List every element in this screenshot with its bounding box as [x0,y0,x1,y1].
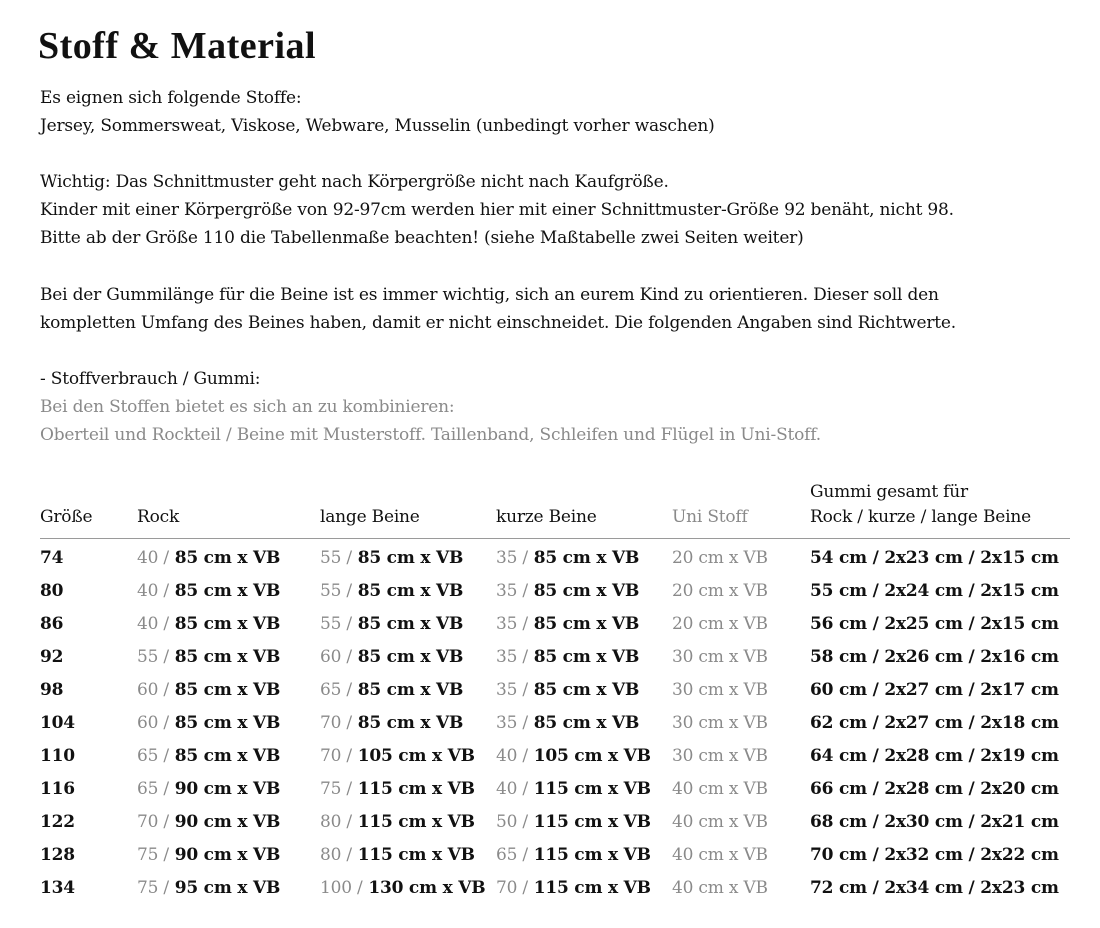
short-legs-length: 115 cm x VB [533,812,651,832]
long-legs-length: 85 cm x VB [357,548,464,568]
cell-elastic: 70 cm / 2x32 cm / 2x22 cm [810,845,1059,865]
short-legs-length: 115 cm x VB [533,845,651,865]
cell-long-legs [320,614,463,634]
table-body [40,539,1070,907]
short-legs-length: 85 cm x VB [533,548,640,568]
skirt-length: 90 cm x VB [174,845,281,865]
long-legs-length: 105 cm x VB [357,746,475,766]
skirt-length: 85 cm x VB [174,680,281,700]
long-legs-length: 85 cm x VB [357,713,464,733]
cell-size: 98 [40,680,64,700]
cell-elastic: 68 cm / 2x30 cm / 2x21 cm [810,812,1059,832]
short-legs-length: 85 cm x VB [533,713,640,733]
cell-skirt [137,779,280,799]
short-legs-length: 85 cm x VB [533,614,640,634]
long-legs-length: 85 cm x VB [357,647,464,667]
table-row [40,709,1070,742]
skirt-length: 90 cm x VB [174,779,281,799]
cell-elastic: 64 cm / 2x28 cm / 2x19 cm [810,746,1059,766]
long-legs-a: 60 / [320,647,352,667]
cell-skirt [137,746,280,766]
skirt-length: 85 cm x VB [174,713,281,733]
cell-skirt [137,845,280,865]
cell-size: 104 [40,713,75,733]
short-legs-a: 35 / [496,680,528,700]
short-legs-length: 115 cm x VB [533,878,651,898]
elastic-line-1: Bei der Gummilänge für die Beine ist es immer wichtig, sich an eurem Kind zu orientieren. Dieser soll den [40,285,939,305]
cell-uni-fabric: 20 cm x VB [672,614,768,634]
intro-paragraph [40,84,715,140]
cell-skirt [137,614,280,634]
cell-elastic: 60 cm / 2x27 cm / 2x17 cm [810,680,1059,700]
skirt-width-a: 70 / [137,812,169,832]
skirt-width-a: 60 / [137,713,169,733]
fabric-table [40,480,1070,907]
cell-short-legs [496,713,639,733]
short-legs-length: 85 cm x VB [533,647,640,667]
skirt-width-a: 65 / [137,746,169,766]
important-line-2: Kinder mit einer Körpergröße von 92-97cm werden hier mit einer Schnittmuster-Größe 92 benäht, nicht 98. [40,200,954,220]
skirt-width-a: 40 / [137,548,169,568]
cell-short-legs [496,647,639,667]
skirt-width-a: 75 / [137,878,169,898]
cell-skirt [137,680,280,700]
skirt-width-a: 40 / [137,614,169,634]
intro-line-1: Es eignen sich folgende Stoffe: [40,88,302,108]
long-legs-a: 80 / [320,812,352,832]
skirt-length: 85 cm x VB [174,548,281,568]
cell-long-legs [320,647,463,667]
short-legs-a: 35 / [496,581,528,601]
long-legs-length: 85 cm x VB [357,581,464,601]
cell-skirt [137,878,280,898]
cell-uni-fabric: 20 cm x VB [672,581,768,601]
cell-short-legs [496,812,651,832]
skirt-length: 85 cm x VB [174,647,281,667]
header-short-legs: kurze Beine [496,507,597,527]
table-row [40,643,1070,676]
header-size: Größe [40,507,93,527]
skirt-length: 85 cm x VB [174,746,281,766]
long-legs-a: 100 / [320,878,363,898]
long-legs-length: 85 cm x VB [357,614,464,634]
cell-elastic: 56 cm / 2x25 cm / 2x15 cm [810,614,1059,634]
long-legs-a: 80 / [320,845,352,865]
elastic-paragraph [40,281,956,337]
short-legs-a: 40 / [496,746,528,766]
long-legs-a: 55 / [320,548,352,568]
page-title: Stoff & Material [38,25,317,67]
cell-elastic: 55 cm / 2x24 cm / 2x15 cm [810,581,1059,601]
cell-uni-fabric: 40 cm x VB [672,878,768,898]
usage-paragraph [40,365,821,449]
cell-uni-fabric: 30 cm x VB [672,746,768,766]
header-elastic-line-2: Rock / kurze / lange Beine [810,507,1031,527]
usage-line-2: Oberteil und Rockteil / Beine mit Musterstoff. Taillenband, Schleifen und Flügel in Uni-Stoff. [40,425,821,445]
cell-uni-fabric: 20 cm x VB [672,548,768,568]
table-row [40,676,1070,709]
cell-long-legs [320,746,475,766]
cell-uni-fabric: 40 cm x VB [672,779,768,799]
cell-skirt [137,548,280,568]
cell-uni-fabric: 30 cm x VB [672,680,768,700]
cell-uni-fabric: 30 cm x VB [672,713,768,733]
usage-heading: - Stoffverbrauch / Gummi: [40,369,261,389]
long-legs-a: 55 / [320,581,352,601]
cell-long-legs [320,845,475,865]
important-line-1: Wichtig: Das Schnittmuster geht nach Körpergröße nicht nach Kaufgröße. [40,172,669,192]
cell-size: 86 [40,614,64,634]
cell-skirt [137,647,280,667]
cell-short-legs [496,845,651,865]
cell-short-legs [496,878,651,898]
long-legs-a: 70 / [320,713,352,733]
cell-long-legs [320,680,463,700]
long-legs-length: 115 cm x VB [357,845,475,865]
cell-size: 110 [40,746,75,766]
long-legs-a: 65 / [320,680,352,700]
short-legs-length: 115 cm x VB [533,779,651,799]
short-legs-length: 105 cm x VB [533,746,651,766]
cell-short-legs [496,614,639,634]
cell-short-legs [496,746,651,766]
short-legs-a: 35 / [496,548,528,568]
short-legs-length: 85 cm x VB [533,581,640,601]
short-legs-a: 50 / [496,812,528,832]
table-row [40,808,1070,841]
long-legs-length: 115 cm x VB [357,812,475,832]
cell-short-legs [496,548,639,568]
cell-uni-fabric: 30 cm x VB [672,647,768,667]
skirt-length: 85 cm x VB [174,581,281,601]
cell-long-legs [320,581,463,601]
table-header [40,480,1070,539]
cell-elastic: 72 cm / 2x34 cm / 2x23 cm [810,878,1059,898]
cell-elastic: 62 cm / 2x27 cm / 2x18 cm [810,713,1059,733]
skirt-width-a: 55 / [137,647,169,667]
skirt-width-a: 60 / [137,680,169,700]
long-legs-length: 115 cm x VB [357,779,475,799]
cell-size: 80 [40,581,64,601]
short-legs-a: 35 / [496,647,528,667]
header-uni-fabric: Uni Stoff [672,507,748,527]
usage-line-1: Bei den Stoffen bietet es sich an zu kombinieren: [40,397,455,417]
cell-elastic: 66 cm / 2x28 cm / 2x20 cm [810,779,1059,799]
skirt-length: 85 cm x VB [174,614,281,634]
table-row [40,775,1070,808]
cell-size: 122 [40,812,75,832]
important-line-3: Bitte ab der Größe 110 die Tabellenmaße beachten! (siehe Maßtabelle zwei Seiten weiter) [40,228,804,248]
cell-skirt [137,581,280,601]
cell-long-legs [320,548,463,568]
short-legs-a: 35 / [496,713,528,733]
table-row [40,577,1070,610]
skirt-length: 90 cm x VB [174,812,281,832]
cell-size: 128 [40,845,75,865]
short-legs-length: 85 cm x VB [533,680,640,700]
cell-long-legs [320,779,475,799]
table-row [40,742,1070,775]
long-legs-a: 70 / [320,746,352,766]
header-elastic [810,480,1031,530]
cell-elastic: 58 cm / 2x26 cm / 2x16 cm [810,647,1059,667]
cell-size: 134 [40,878,75,898]
elastic-line-2: kompletten Umfang des Beines haben, damit er nicht einschneidet. Die folgenden Angaben sind Richtwerte. [40,313,956,333]
cell-uni-fabric: 40 cm x VB [672,845,768,865]
long-legs-a: 75 / [320,779,352,799]
cell-size: 74 [40,548,64,568]
long-legs-length: 85 cm x VB [357,680,464,700]
cell-skirt [137,812,280,832]
cell-long-legs [320,878,485,898]
cell-uni-fabric: 40 cm x VB [672,812,768,832]
short-legs-a: 40 / [496,779,528,799]
cell-short-legs [496,779,651,799]
short-legs-a: 35 / [496,614,528,634]
table-row [40,841,1070,874]
table-row [40,874,1070,907]
table-row [40,610,1070,643]
skirt-width-a: 65 / [137,779,169,799]
cell-short-legs [496,581,639,601]
intro-line-2: Jersey, Sommersweat, Viskose, Webware, Musselin (unbedingt vorher waschen) [40,116,715,136]
skirt-length: 95 cm x VB [174,878,281,898]
cell-long-legs [320,713,463,733]
header-skirt: Rock [137,507,180,527]
skirt-width-a: 75 / [137,845,169,865]
short-legs-a: 70 / [496,878,528,898]
cell-skirt [137,713,280,733]
header-long-legs: lange Beine [320,507,420,527]
cell-size: 92 [40,647,64,667]
cell-size: 116 [40,779,75,799]
long-legs-a: 55 / [320,614,352,634]
short-legs-a: 65 / [496,845,528,865]
skirt-width-a: 40 / [137,581,169,601]
important-paragraph [40,168,954,252]
cell-short-legs [496,680,639,700]
cell-elastic: 54 cm / 2x23 cm / 2x15 cm [810,548,1059,568]
table-row [40,544,1070,577]
cell-long-legs [320,812,475,832]
long-legs-length: 130 cm x VB [368,878,486,898]
header-elastic-line-1: Gummi gesamt für [810,482,968,502]
